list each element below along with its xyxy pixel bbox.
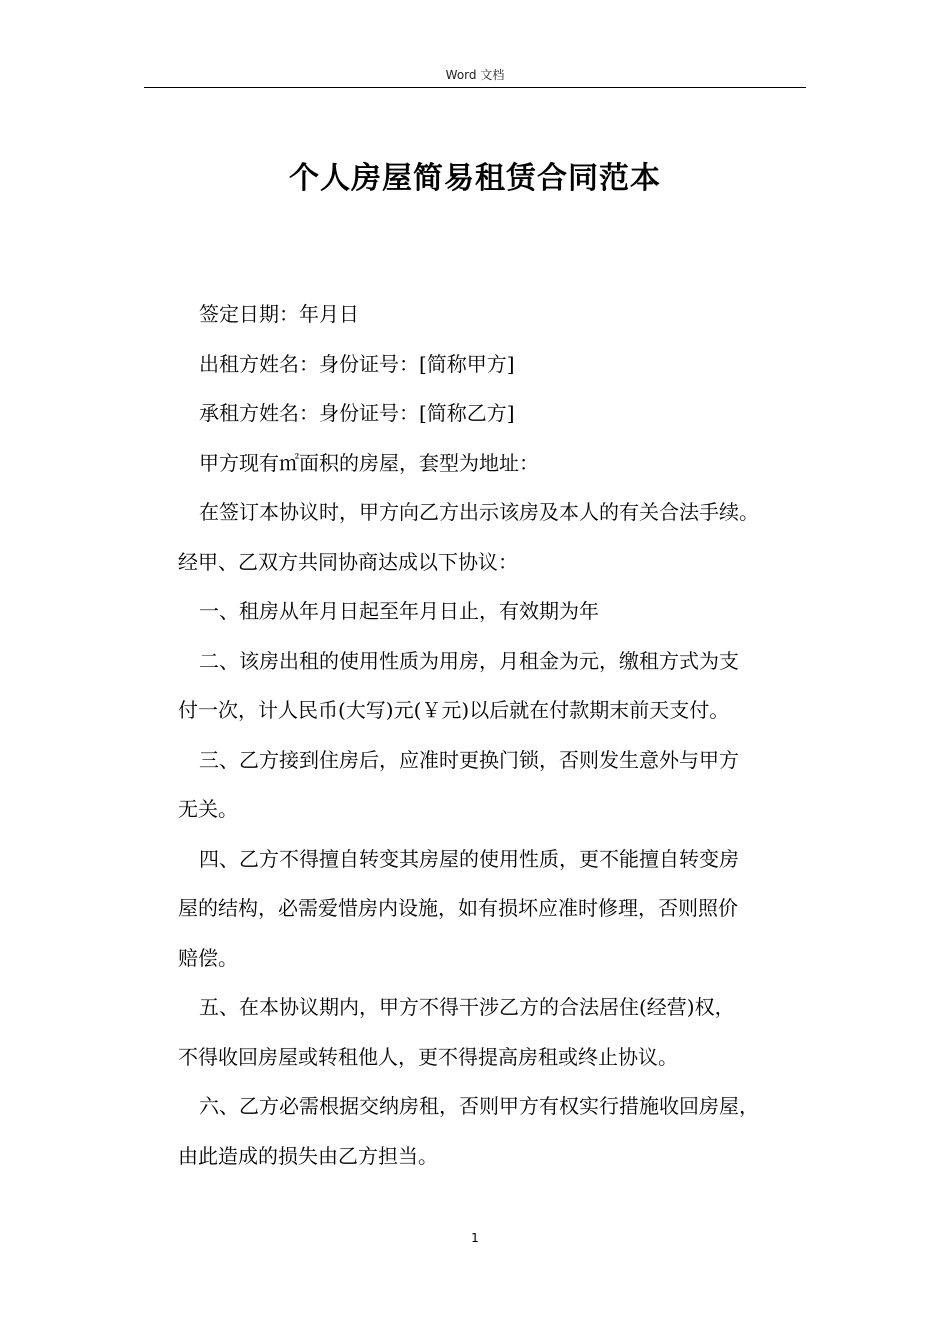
document-body — [178, 290, 810, 1181]
paragraph-line: 由此造成的损失由乙方担当。 — [178, 1143, 438, 1168]
paragraph-line: 甲方现有㎡面积的房屋，套型为地址： — [199, 450, 539, 475]
page-number: 1 — [471, 1231, 479, 1245]
paragraph-line: 签定日期：年月日 — [199, 302, 359, 326]
paragraph-line: 不得收回房屋或转租他人，更不得提高房租或终止协议。 — [178, 1044, 678, 1069]
paragraph-line: 在签订本协议时，甲方向乙方出示该房及本人的有关合法手续。 — [199, 500, 759, 524]
paragraph-line: 屋的结构，必需爱惜房内设施，如有损坏应准时修理，否则照价 — [178, 896, 738, 920]
header-rule — [144, 87, 806, 88]
paragraph-line: 六、乙方必需根据交纳房租，否则甲方有权实行措施收回房屋， — [199, 1094, 759, 1118]
document-title: 个人房屋简易租赁合同范本 — [289, 161, 661, 196]
paragraph-line: 三、乙方接到住房后，应准时更换门锁，否则发生意外与甲方 — [199, 747, 739, 772]
paragraph-line: 承租方姓名：身份证号：[简称乙方] — [199, 401, 515, 425]
paragraph-line: 经甲、乙双方共同协商达成以下协议： — [178, 549, 518, 574]
paragraph-line: 出租方姓名：身份证号：[简称甲方] — [199, 351, 515, 376]
paragraph-line: 五、在本协议期内，甲方不得干涉乙方的合法居住(经营)权， — [199, 995, 735, 1019]
paragraph-line: 二、该房出租的使用性质为用房，月租金为元，缴租方式为支 — [199, 648, 739, 673]
paragraph-line: 无关。 — [178, 797, 238, 821]
paragraph-line: 赔偿。 — [178, 945, 238, 970]
header-label: Word 文档 — [445, 68, 505, 82]
paragraph-line: 付一次，计人民币(大写)元(￥元)以后就在付款期末前天支付。 — [178, 698, 730, 722]
paragraph-line: 一、租房从年月日起至年月日止，有效期为年 — [199, 599, 599, 623]
paragraph-line: 四、乙方不得擅自转变其房屋的使用性质，更不能擅自转变房 — [199, 846, 739, 871]
